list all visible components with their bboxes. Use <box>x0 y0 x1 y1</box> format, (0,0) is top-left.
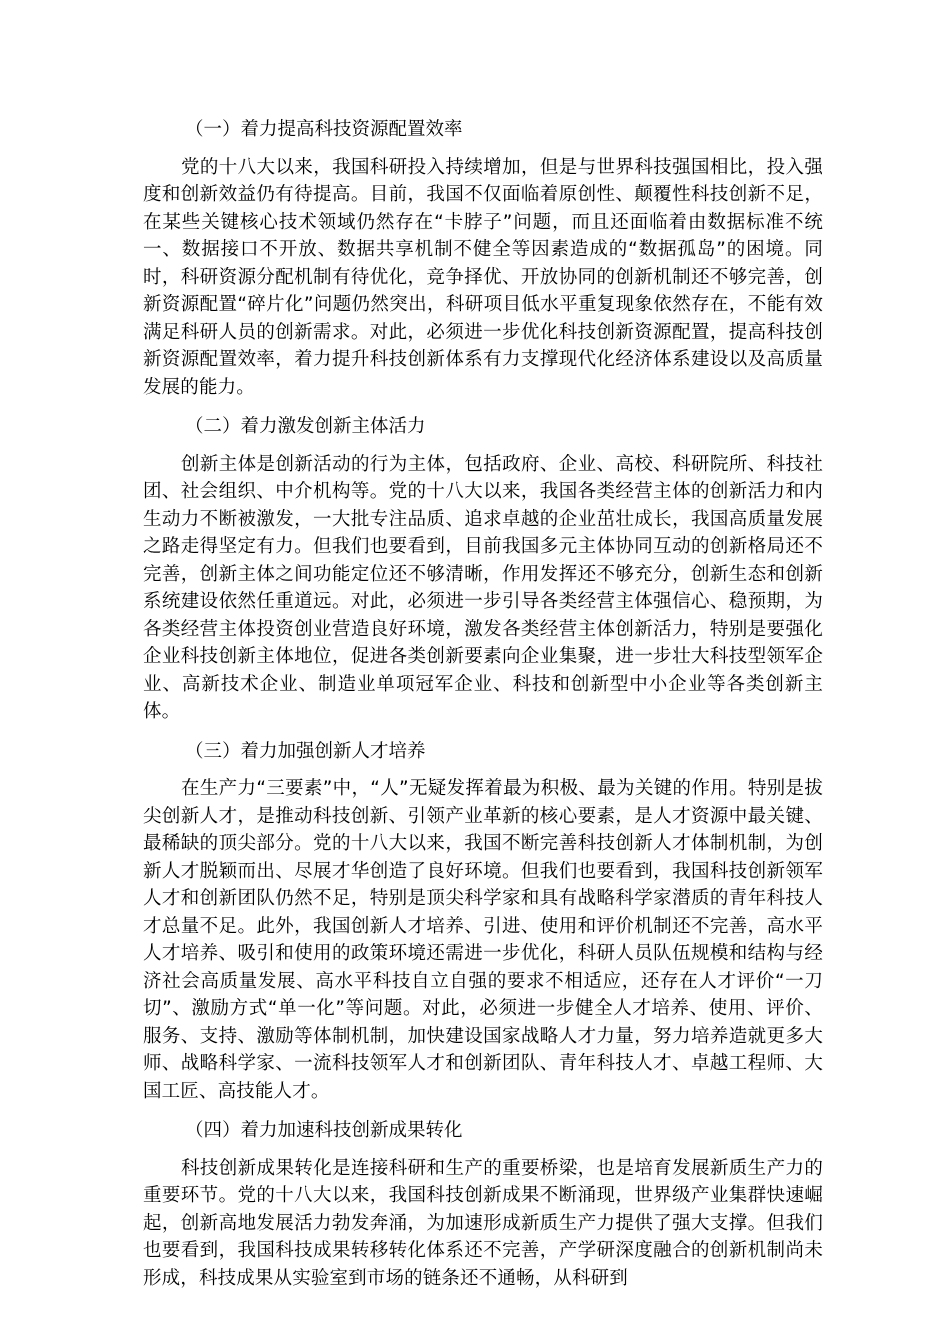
section-heading: （二）着力激发创新主体活力 <box>185 416 426 437</box>
section-1 <box>143 116 823 401</box>
section-paragraph: 在生产力“三要素”中，“人”无疑发挥着最为积极、最为关键的作用。特别是拔尖创新人才，是推动科技创新、引领产业革新的核心要素，是人才资源中最关键、最稀缺的顶尖部分。党的十八大以来，我国不断完善科技创新人才体制机制，为创新人才脱颖而出、尽展才华创造了良好环境。但我们也要看到，我国科技创新领军人才和创新团队仍然不足，特别是顶尖科学家和具有战略科学家潜质的青年科技人才总量不足。此外，我国创新人才培养、引进、使用和评价机制还不完善，高水平人才培养、吸引和使用的政策环境还需进一步优化，科研人员队伍规模和结构与经济社会高质量发展、高水平科技自立自强的要求不相适应，还存在人才评价“一刀切”、激励方式“单一化”等问题。对此，必须进一步健全人才培养、使用、评价、服务、支持、激励等体制机制，加快建设国家战略人才力量，努力培养造就更多大师、战略科学家、一流科技领军人才和创新团队、青年科技人才、卓越工程师、大国工匠、高技能人才。 <box>143 778 823 1102</box>
section-3 <box>143 738 823 1106</box>
section-paragraph: 党的十八大以来，我国科研投入持续增加，但是与世界科技强国相比，投入强度和创新效益仍有待提高。目前，我国不仅面临着原创性、颠覆性科技创新不足，在某些关键核心技术领域仍然存在“卡脖子”问题，而且还面临着由数据标准不统一、数据接口不开放、数据共享机制不健全等因素造成的“数据孤岛”的困境。同时，科研资源分配机制有待优化，竞争择优、开放协同的创新机制还不够完善，创新资源配置“碎片化”问题仍然突出，科研项目低水平重复现象依然存在，不能有效满足科研人员的创新需求。对此，必须进一步优化科技创新资源配置，提高科技创新资源配置效率，着力提升科技创新体系有力支撑现代化经济体系建设以及高质量发展的能力。 <box>143 156 823 398</box>
section-heading: （一）着力提高科技资源配置效率 <box>185 119 463 140</box>
section-2 <box>143 413 823 726</box>
section-paragraph: 创新主体是创新活动的行为主体，包括政府、企业、高校、科研院所、科技社团、社会组织、中介机构等。党的十八大以来，我国各类经营主体的创新活力和内生动力不断被激发，一大批专注品质、追求卓越的企业茁壮成长，我国高质量发展之路走得坚定有力。但我们也要看到，目前我国多元主体协同互动的创新格局还不完善，创新主体之间功能定位还不够清晰，作用发挥还不够充分，创新生态和创新系统建设依然任重道远。对此，必须进一步引导各类经营主体强信心、稳预期，为各类经营主体投资创业营造良好环境，激发各类经营主体创新活力，特别是要强化企业科技创新主体地位，促进各类创新要素向企业集聚，进一步壮大科技型领军企业、高新技术企业、制造业单项冠军企业、科技和创新型中小企业等各类创新主体。 <box>143 453 823 722</box>
section-4 <box>143 1117 823 1292</box>
document-page <box>143 116 823 1304</box>
section-heading: （三）着力加强创新人才培养 <box>185 740 426 762</box>
section-paragraph: 科技创新成果转化是连接科研和生产的重要桥梁，也是培育发展新质生产力的重要环节。党的十八大以来，我国科技创新成果不断涌现，世界级产业集群快速崛起，创新高地发展活力勃发奔涌，为加速形成新质生产力提供了强大支撑。但我们也要看到，我国科技成果转移转化体系还不完善，产学研深度融合的创新机制尚未形成，科技成果从实验室到市场的链条还不通畅，从科研到 <box>143 1157 823 1289</box>
section-heading: （四）着力加速科技创新成果转化 <box>185 1120 463 1141</box>
